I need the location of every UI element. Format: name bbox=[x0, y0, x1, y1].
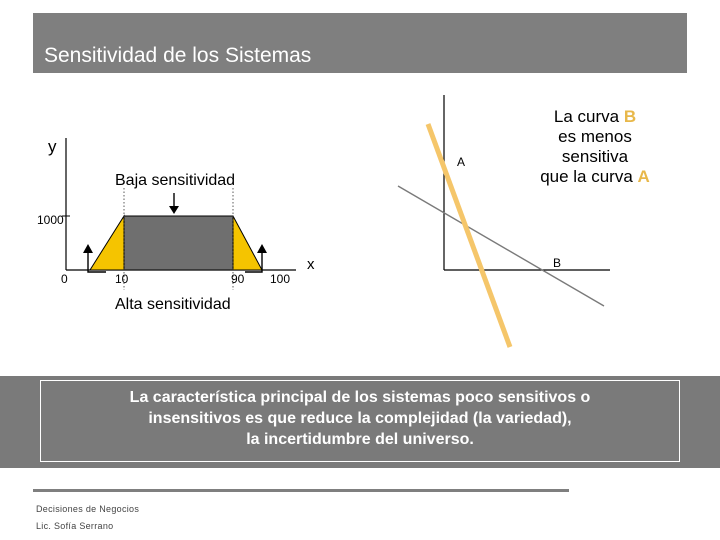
y-axis-label: y bbox=[48, 137, 57, 156]
comparison-note bbox=[520, 107, 670, 187]
low-arrow-head bbox=[169, 206, 179, 214]
x-tick-90: 90 bbox=[231, 272, 245, 286]
x-axis-label: x bbox=[307, 256, 315, 273]
curve-b-label: B bbox=[553, 256, 562, 270]
note-line4-accent: A bbox=[637, 167, 650, 186]
x-tick-0: 0 bbox=[61, 272, 68, 286]
left-ramp bbox=[90, 216, 124, 270]
right-bracket-arrow-head bbox=[257, 244, 267, 253]
y-tick-label: 1000 bbox=[37, 213, 64, 227]
low-sensitivity-label: Baja sensitividad bbox=[115, 172, 236, 189]
conclusion-line-2: insensitivos es que reduce la complejidad (la variedad), bbox=[148, 410, 572, 427]
page-title: Sensitividad de los Sistemas bbox=[44, 44, 312, 67]
gray-plateau bbox=[124, 216, 233, 270]
conclusion-band bbox=[0, 376, 720, 468]
note-line2: es menos bbox=[558, 127, 632, 146]
footer-divider bbox=[33, 489, 569, 492]
curve-a bbox=[428, 124, 510, 347]
note-line4-prefix: que la curva bbox=[540, 167, 638, 186]
x-tick-100: 100 bbox=[270, 272, 291, 286]
note-line1-accent: B bbox=[623, 107, 637, 126]
conclusion-text bbox=[0, 387, 720, 450]
note-line1-prefix: La curva bbox=[553, 107, 624, 126]
conclusion-line-1: La característica principal de los sistemas poco sensitivos o bbox=[129, 389, 591, 406]
x-tick-10: 10 bbox=[115, 272, 129, 286]
left-bracket-arrow-head bbox=[83, 244, 93, 253]
curve-a-label: A bbox=[457, 155, 466, 169]
curve-b bbox=[398, 186, 604, 306]
note-line3: sensitiva bbox=[561, 147, 629, 166]
footer-course: Decisiones de Negocios bbox=[36, 504, 140, 514]
conclusion-line-3: la incertidumbre del universo. bbox=[246, 431, 474, 448]
high-sensitivity-label: Alta sensitividad bbox=[115, 296, 231, 313]
footer-author: Lic. Sofía Serrano bbox=[36, 521, 114, 531]
right-ramp bbox=[233, 216, 262, 270]
